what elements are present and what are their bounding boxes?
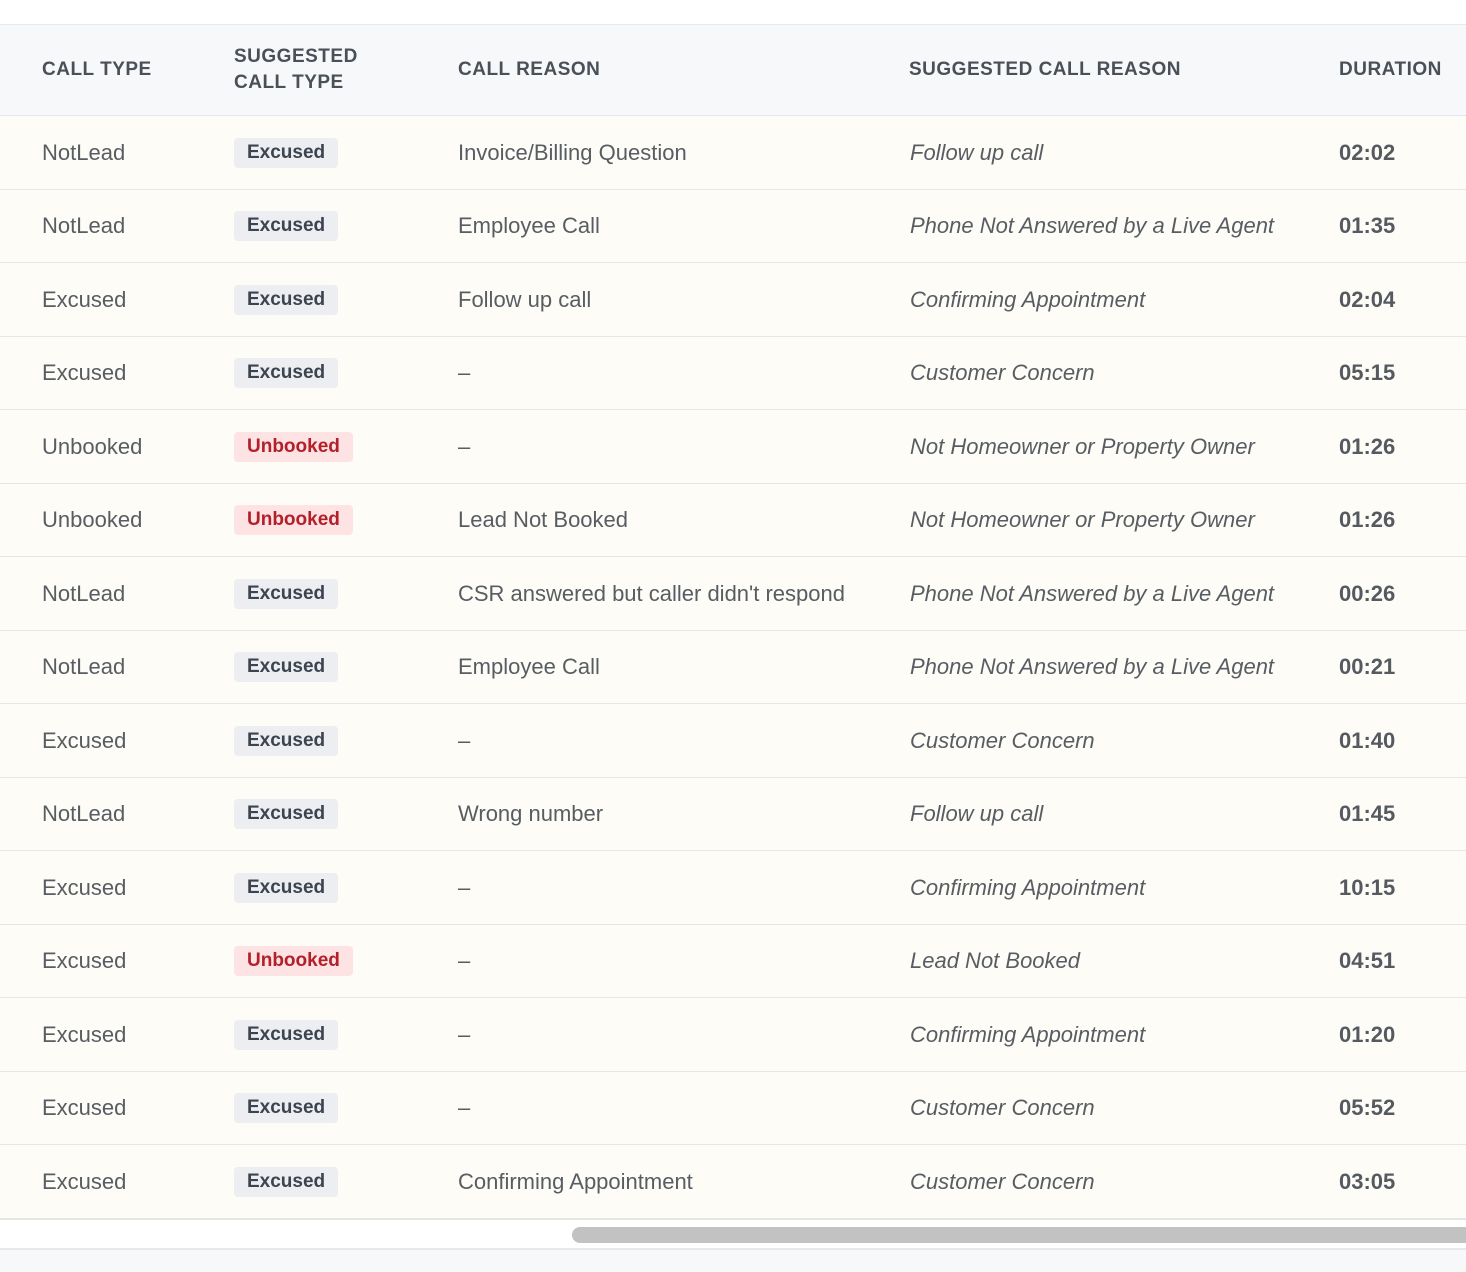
call-type-badge: Excused — [234, 1020, 338, 1050]
table-row[interactable] — [0, 778, 1466, 852]
table-row[interactable] — [0, 337, 1466, 411]
call-type-cell: NotLead — [42, 139, 126, 165]
call-type-cell: Excused — [42, 1021, 127, 1047]
duration-cell: 01:35 — [1339, 213, 1396, 238]
call-reason-cell: Wrong number — [458, 801, 604, 826]
column-header-call-reason[interactable]: CALL REASON — [458, 59, 601, 80]
column-header-call-type[interactable]: CALL TYPE — [42, 59, 152, 80]
column-header-suggested-call-reason[interactable]: SUGGESTED CALL REASON — [909, 59, 1181, 80]
call-type-cell: Excused — [42, 360, 127, 385]
suggested-call-reason-cell: Phone Not Answered by a Live Agent — [910, 213, 1275, 238]
suggested-call-type-cell — [234, 925, 353, 998]
call-type-cell: NotLead — [42, 580, 126, 606]
call-type-cell: Unbooked — [42, 433, 143, 459]
call-type-badge: Excused — [234, 358, 338, 388]
suggested-call-reason-cell: Confirming Appointment — [910, 286, 1146, 312]
panel-footer — [0, 1250, 1466, 1272]
call-type-badge: Unbooked — [234, 946, 353, 976]
suggested-call-reason-cell: Customer Concern — [910, 1095, 1095, 1120]
call-type-badge: Excused — [234, 579, 338, 609]
suggested-call-type-cell — [234, 557, 338, 630]
table-row[interactable] — [0, 410, 1466, 484]
suggested-call-reason-cell: Customer Concern — [910, 727, 1095, 753]
duration-cell: 01:26 — [1339, 507, 1396, 532]
call-type-cell: Excused — [42, 1168, 127, 1194]
call-reason-cell: Lead Not Booked — [458, 507, 629, 532]
suggested-call-type-cell — [234, 484, 353, 557]
call-reason-cell: – — [458, 948, 471, 973]
duration-cell: 05:52 — [1339, 1095, 1396, 1120]
table-row[interactable] — [0, 851, 1466, 925]
duration-cell: 10:15 — [1339, 874, 1396, 900]
suggested-call-reason-cell: Follow up call — [910, 139, 1044, 165]
table-row[interactable] — [0, 1072, 1466, 1146]
calls-table — [0, 25, 1466, 1219]
call-type-badge: Excused — [234, 285, 338, 315]
call-reason-cell: – — [458, 360, 471, 385]
suggested-call-reason-cell: Confirming Appointment — [910, 874, 1146, 900]
table-row[interactable] — [0, 998, 1466, 1072]
call-type-cell: Excused — [42, 286, 127, 312]
suggested-call-type-cell — [234, 704, 338, 777]
call-type-cell: Excused — [42, 874, 127, 900]
table-row[interactable] — [0, 557, 1466, 631]
column-header-suggested-call-type[interactable]: SUGGESTED CALL TYPE — [234, 46, 358, 93]
suggested-call-type-cell — [234, 1072, 338, 1145]
call-reason-cell: Employee Call — [458, 654, 600, 679]
call-reason-cell: CSR answered but caller didn't respond — [458, 580, 845, 606]
duration-cell: 02:02 — [1339, 139, 1396, 165]
duration-cell: 01:26 — [1339, 433, 1396, 459]
suggested-call-type-cell — [234, 190, 338, 263]
call-reason-cell: Follow up call — [458, 286, 592, 312]
duration-cell: 01:40 — [1339, 727, 1396, 753]
call-type-badge: Excused — [234, 873, 338, 903]
duration-cell: 02:04 — [1339, 286, 1396, 312]
suggested-call-reason-cell: Phone Not Answered by a Live Agent — [910, 580, 1275, 606]
call-reason-cell: Confirming Appointment — [458, 1168, 693, 1194]
call-type-cell: NotLead — [42, 654, 126, 679]
table-row[interactable] — [0, 631, 1466, 705]
call-reason-cell: Invoice/Billing Question — [458, 139, 687, 165]
table-row[interactable] — [0, 263, 1466, 337]
suggested-call-type-cell — [234, 116, 338, 189]
duration-cell: 04:51 — [1339, 948, 1396, 973]
suggested-call-type-cell — [234, 778, 338, 851]
horizontal-scrollbar-thumb[interactable] — [572, 1227, 1466, 1243]
call-reason-cell: – — [458, 1021, 471, 1047]
call-type-badge: Excused — [234, 138, 338, 168]
suggested-call-reason-cell: Not Homeowner or Property Owner — [910, 433, 1255, 459]
table-row[interactable] — [0, 190, 1466, 264]
suggested-call-type-cell — [234, 263, 338, 336]
call-type-badge: Excused — [234, 1167, 338, 1197]
suggested-call-reason-cell: Customer Concern — [910, 360, 1095, 385]
call-type-cell: Unbooked — [42, 507, 143, 532]
call-reason-cell: Employee Call — [458, 213, 600, 238]
call-type-badge: Excused — [234, 726, 338, 756]
duration-cell: 00:21 — [1339, 654, 1396, 679]
table-body — [0, 116, 1466, 1219]
call-type-badge: Excused — [234, 799, 338, 829]
call-type-cell: Excused — [42, 948, 127, 973]
table-row[interactable] — [0, 484, 1466, 558]
suggested-call-reason-cell: Lead Not Booked — [910, 948, 1081, 973]
call-type-badge: Excused — [234, 211, 338, 241]
suggested-call-reason-cell: Phone Not Answered by a Live Agent — [910, 654, 1275, 679]
call-type-cell: Excused — [42, 727, 127, 753]
suggested-call-type-cell — [234, 1145, 338, 1218]
suggested-call-type-cell — [234, 998, 338, 1071]
duration-cell: 03:05 — [1339, 1168, 1396, 1194]
horizontal-scrollbar[interactable] — [0, 1219, 1466, 1250]
suggested-call-type-cell — [234, 410, 353, 483]
duration-cell: 01:45 — [1339, 801, 1396, 826]
call-reason-cell: – — [458, 1095, 471, 1120]
call-type-badge: Unbooked — [234, 505, 353, 535]
call-type-cell: NotLead — [42, 213, 126, 238]
suggested-call-reason-cell: Not Homeowner or Property Owner — [910, 507, 1255, 532]
duration-cell: 05:15 — [1339, 360, 1396, 385]
table-row[interactable] — [0, 1145, 1466, 1219]
call-type-cell: Excused — [42, 1095, 127, 1120]
call-reason-cell: – — [458, 433, 471, 459]
top-divider — [0, 0, 1466, 25]
duration-cell: 01:20 — [1339, 1021, 1396, 1047]
table-row[interactable] — [0, 704, 1466, 778]
call-reason-cell: – — [458, 727, 471, 753]
suggested-call-reason-cell: Confirming Appointment — [910, 1021, 1146, 1047]
table-header — [0, 25, 1466, 116]
table-row[interactable] — [0, 925, 1466, 999]
suggested-call-type-cell — [234, 851, 338, 924]
call-type-badge: Excused — [234, 652, 338, 682]
column-header-duration[interactable]: DURATION — [1339, 59, 1442, 80]
table-row[interactable] — [0, 116, 1466, 190]
duration-cell: 00:26 — [1339, 580, 1396, 606]
call-type-cell: NotLead — [42, 801, 126, 826]
call-type-badge: Unbooked — [234, 432, 353, 462]
call-type-badge: Excused — [234, 1093, 338, 1123]
suggested-call-reason-cell: Customer Concern — [910, 1168, 1095, 1194]
suggested-call-reason-cell: Follow up call — [910, 801, 1044, 826]
suggested-call-type-cell — [234, 631, 338, 704]
suggested-call-type-cell — [234, 337, 338, 410]
call-reason-cell: – — [458, 874, 471, 900]
